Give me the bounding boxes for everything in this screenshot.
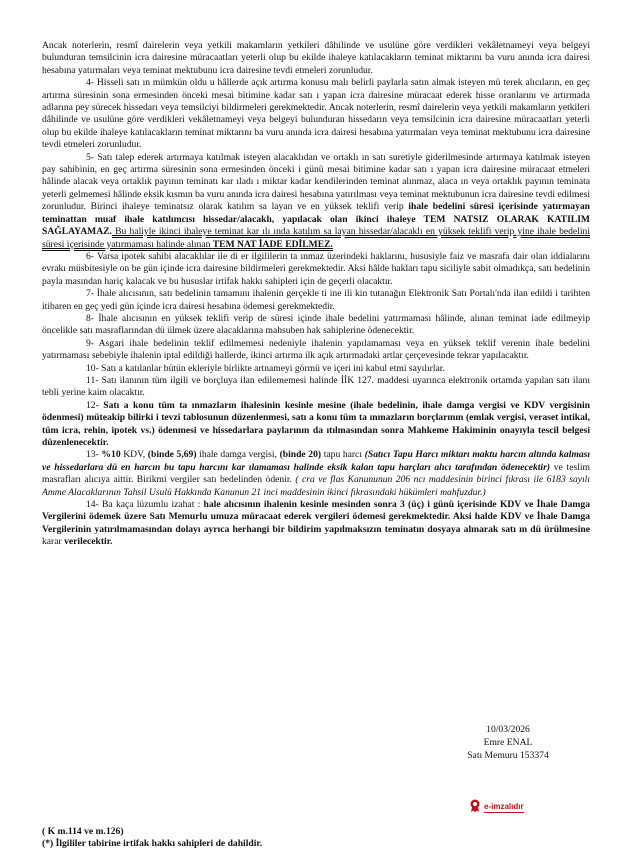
signature-title: Satı Memuru 153374	[467, 750, 549, 761]
paragraph-5-underlined: Bu haliyle ikinci ihaleye teminat kar ılı ında katılım sa layan hissedar/alacaklı en yüksek teklifi verip yine ihale bedelini süresi içerisinde yatırmaması halinde alınan	[42, 226, 590, 250]
paragraph-10: 10- Satı a katılanlar bütün ekleriyle birlikte artnameyi görmü ve içeri ini kabul etmi sayılırlar.	[86, 362, 445, 374]
paragraph-11: 11- Satı ilanının tüm ilgili ve borçluya ilan edilememesi halinde İİK 127. maddesi uyarınca elektronik ortamda yapılan satı ilanı tebli yerine kaim olacaktır.	[42, 374, 590, 399]
paragraph-5-bold-underlined: TEM NAT İADE EDİLMEZ.	[212, 238, 333, 250]
footer-note: (*) İlgililer tabirine irtifak hakkı sahipleri de dahildir.	[42, 838, 263, 850]
paragraph-13	[42, 449, 590, 499]
kdv-rate: %10	[101, 449, 121, 461]
paragraph-6: 6- Varsa ipotek sahibi alacaklılar ile di er ilgililerin ta ınmaz üzerindeki haklarını, hususiyle faiz ve masrafa dair olan iddialarını evrakı müsbitesiyle on be gün içinde icra dairesine bildirmeleri gerekmektedir. Aksi hâlde hakları tapu siciliyle sabit olmadıkça, satı bedelinin payla masından hariç kalacak ve bu hususlar irtifak hakkı sahipleri için de geçerli olacaktır.	[42, 250, 590, 287]
stamp-tax-rate: (binde 5,69)	[147, 449, 197, 461]
paragraph-13-bold-italic: (Satıcı Tapu Harcı miktarı maktu harcın altında kalması ve hissedarlara dü en harcın bu tapu harcını kar ılamaması halinde eksik kalan tapu harçları alıcı tarafından ödenecektir)	[42, 449, 591, 473]
paragraph-12	[42, 400, 590, 450]
paragraph-9: 9- Asgari ihale bedelinin teklif edilmemesi nedeniyle ihalenin yapılamaması veya en yüksek teklif verenin ihale bedelini yatırmaması sebebiyle ihalenin iptal edildiği hallerde, ikinci artırma ilk açık artırmadaki artlar çerçevesinde tekrar yapılacaktır.	[42, 337, 590, 362]
paragraph-13-text: KDV,	[120, 449, 148, 461]
signature-date: 10/03/2026	[486, 724, 530, 735]
seal-label: e-imzalıdır	[484, 802, 524, 811]
signature-block	[448, 723, 568, 762]
paragraph-13-text: tapu harcı	[321, 449, 365, 461]
document-body	[42, 40, 590, 549]
paragraph-13-italic: ( cra ve flas Kanununun 206 ncı maddesinin birinci fıkrası ile 6183 sayılı Amme Alacaklarının Tahsil Usulü Hakkında Kanunun 21 inci maddesinin ikinci fıkrasındaki hükümleri mahfuzdur.)	[42, 474, 590, 498]
paragraph-5-text: 5- Satı talep ederek artırmaya katılmak isteyen alacaklıdan ve ortaklı ın satı suretiyle giderilmesinde artırmaya katılmak isteyen pay sahibinin, en geç artırma süresinin sona ermesinden önceki i günü mesai bitimine kadar satı ı yapan icra dairesine müracaat etmeleri hâlinde alacak veya ortaklık payının teminatı kar ıladı ı miktar kadar kendilerinden teminat alınmaz, alaca ın veya ortaklık payının teminata yeterli gelmemesi hâlinde eksik kısmın ba vuru anında icra dairesi hesabına yatırılması veya teminat mektubunun icra dairesine tevdi edilmesi zorunludur. Birinci ihaleye teminatsız olarak katılım sa layan ve en yüksek teklifi verip	[42, 151, 590, 213]
paragraph-13-text: ihale damga vergisi,	[196, 449, 280, 461]
seal-underline	[484, 812, 524, 813]
paragraph-13-number: 13-	[86, 449, 102, 461]
footer-law-reference: ( K m.114 ve m.126)	[42, 826, 124, 837]
paragraph-12-bold: Satı a konu tüm ta ınmazların ihalesinin kesinle mesine (ihale bedelinin, ihale damga vergisi ve KDV vergisinin ödenmesi) müteakip bilirki i tevzi tablosunun düzenlenmesi, satı a konu tüm ta ınmazların borçlarının (emlak vergisi, veraset intikal, tüm icra, rehin, ipotek vs.) ödenmesi ve hissedarlara paylarının da ıtılmasından sonra Mahkeme Hakiminin onayıyla tescil belgesi düzenlenecektir.	[42, 399, 591, 448]
paragraph-12-number: 12-	[86, 399, 104, 411]
paragraph-14-bold: hale alıcısının ihalenin kesinle mesinden sonra 3 (üç) i günü içerisinde KDV ve İhale Damga Vergilerini ödemek üzere Satı Memurlu umuza müracaat ederek vergileri ödemesi gerekmektedir. Aksi halde KDV ve İhale Damga Vergilerinin yatırılmamasından dolayı ayrıca herhangi bir bildirim yapılmaksızın teminatın dosyaya alınarak satı ın dü ürülmesine	[42, 499, 590, 535]
paragraph-8: 8- İhale alıcısının en yüksek teklifi verip de süresi içinde ihale bedelini yatırmaması hâlinde, alınan teminat iade edilmeyip öncelikle satı masraflarından dü ülmek üzere alacaklarına mahsuben hak sahiplerine ödenecektir.	[42, 312, 590, 337]
paragraph-14	[42, 499, 590, 549]
paragraph-13-text: ve teslim masrafları alıcıya aittir. Birikmi vergiler satı bedelinden ödenir.	[42, 461, 591, 486]
paragraph-4: 4- Hisseli satı ın mümkün oldu u hâllerde açık artırma konusu malı belirli paylarla satın almak isteyen mü terek alıcıların, en geç artırma süresinin sona ermesinden önceki mesai bitimine kadar satı ı yapan icra dairesine müracaat ederek hisse oranlarını ve artırmada adlarına pey sürecek hissedarı veya temsilciyi bildirmeleri gerekmektedir. Ancak noterlerin, resmî dairelerin veya yetkili makamların yetkileri dâhilinde ve usulüne göre verdikleri vekâletnameyi veya belgeyi bulunduran hissedarın veya temsilcinin icra dairesine müracaatları yeterli olup bu ekilde ihaleye katılacakların teminat miktarını ba vuru anında icra dairesi hesabına yatırmaları veya teminat mektubunu icra dairesine tevdi etmeleri zorunludur.	[42, 77, 590, 151]
e-signature-seal	[469, 799, 539, 815]
paragraph-14-bold-end: verilecektir.	[64, 536, 113, 548]
paragraph-14-text: karar	[42, 536, 65, 548]
paragraph-3-continued: Ancak noterlerin, resmî dairelerin veya yetkili makamların yetkileri dâhilinde ve usulüne göre verdikleri vekâletnameyi veya belgeyi bulunduran temsilcinin icra dairesine müracaatları yeterli olup bu ekilde ihaleye katılacakların teminat miktarını ba vuru anında icra dairesi hesabına yatırmaları veya teminat mektubunu icra dairesine tevdi etmeleri zorunludur.	[42, 40, 590, 76]
seal-icon	[469, 799, 481, 813]
paragraph-5	[42, 152, 590, 251]
footer-notes	[42, 826, 262, 851]
title-deed-fee-rate: (binde 20)	[279, 449, 322, 461]
paragraph-7: 7- İhale alıcısının, satı bedelinin tamamını ihalenin gerçekle ti ine ili kin tutanağın Elektronik Satı Portalı'nda ilan edildi i tarihten itibaren en geç yedi gün içinde icra dairesi hesabına ödemesi gerekmektedir.	[42, 288, 590, 312]
signature-name: Emre ENAL	[483, 737, 533, 748]
paragraph-5-bold: ihale bedelini süresi içerisinde yatırmayan teminattan muaf ihale katılımcısı hissedar/alacaklı, yapılacak olan ikinci ihaleye TEM NATSIZ OLARAK KATILIM SAĞLAYAMAZ.	[42, 201, 590, 238]
paragraph-14-lead: 14- Ba kaça lüzumlu izahat :	[86, 499, 204, 511]
